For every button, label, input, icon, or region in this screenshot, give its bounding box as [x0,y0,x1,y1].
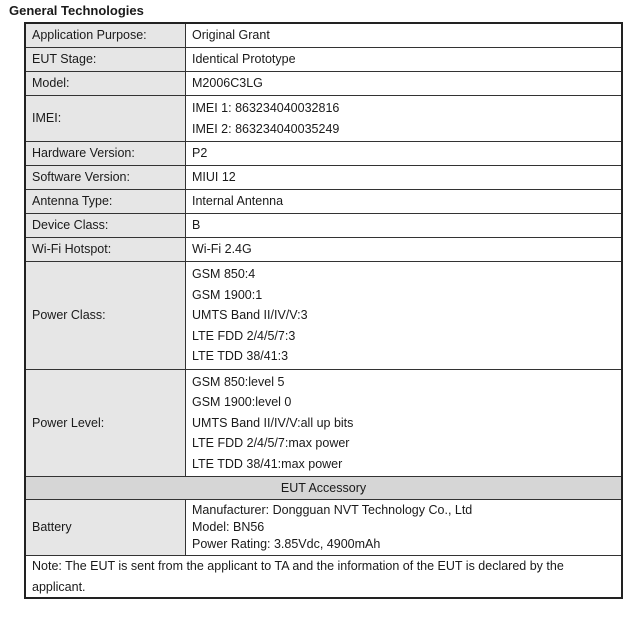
table-row-battery [25,500,622,556]
power-class-line: LTE FDD 2/4/5/7:3 [192,328,296,343]
table-row-device-class [25,214,622,238]
table-row-note [25,556,622,599]
power-level-line: LTE TDD 38/41:max power [192,456,343,471]
spec-table [24,22,623,599]
row-value: P2 [186,142,623,166]
row-label: Model: [25,72,186,96]
row-label: Power Level: [25,369,186,477]
row-label: Device Class: [25,214,186,238]
row-label: IMEI: [25,96,186,142]
row-value: Wi-Fi 2.4G [186,238,623,262]
row-label: Battery [25,500,186,556]
table-row-application-purpose [25,23,622,48]
table-row-power-level [25,369,622,477]
power-level-line: LTE FDD 2/4/5/7:max power [192,436,350,450]
row-value: MIUI 12 [186,166,623,190]
power-class-line: LTE TDD 38/41:3 [192,349,289,363]
row-label: Hardware Version: [25,142,186,166]
row-label: Application Purpose: [25,23,186,48]
table-row-imei [25,96,622,142]
imei-1: IMEI 1: 863234040032816 [192,101,340,115]
row-label: Antenna Type: [25,190,186,214]
battery-power-rating: Power Rating: 3.85Vdc, 4900mAh [192,537,381,551]
battery-model: Model: BN56 [192,520,265,534]
row-label: EUT Stage: [25,48,186,72]
row-label: Wi-Fi Hotspot: [25,238,186,262]
note-text: Note: The EUT is sent from the applicant to TA and the information of the EUT is declared by the applicant. [25,556,622,599]
row-value [186,369,623,477]
imei-2: IMEI 2: 863234040035249 [192,121,340,136]
table-row-wifi-hotspot [25,238,622,262]
table-row-model [25,72,622,96]
row-value: Original Grant [186,23,623,48]
power-level-line: GSM 1900:level 0 [192,395,292,409]
row-value: B [186,214,623,238]
table-row-eut-stage [25,48,622,72]
section-title: EUT Accessory [25,477,622,500]
row-label: Software Version: [25,166,186,190]
power-class-line: GSM 1900:1 [192,287,263,302]
row-value [186,500,623,556]
power-level-line: GSM 850:level 5 [192,374,285,389]
table-row-antenna-type [25,190,622,214]
row-label: Power Class: [25,262,186,370]
row-value: Internal Antenna [186,190,623,214]
power-level-line: UMTS Band II/IV/V:all up bits [192,415,354,430]
table-row-accessory-header [25,477,622,500]
battery-manufacturer: Manufacturer: Dongguan NVT Technology Co., Ltd [192,503,473,517]
row-value: Identical Prototype [186,48,623,72]
table-row-hardware-version [25,142,622,166]
table-row-power-class [25,262,622,370]
row-value [186,96,623,142]
power-class-line: GSM 850:4 [192,267,256,281]
page-title: General Technologies [9,3,144,18]
row-value [186,262,623,370]
power-class-line: UMTS Band II/IV/V:3 [192,308,308,322]
table-row-software-version [25,166,622,190]
row-value: M2006C3LG [186,72,623,96]
